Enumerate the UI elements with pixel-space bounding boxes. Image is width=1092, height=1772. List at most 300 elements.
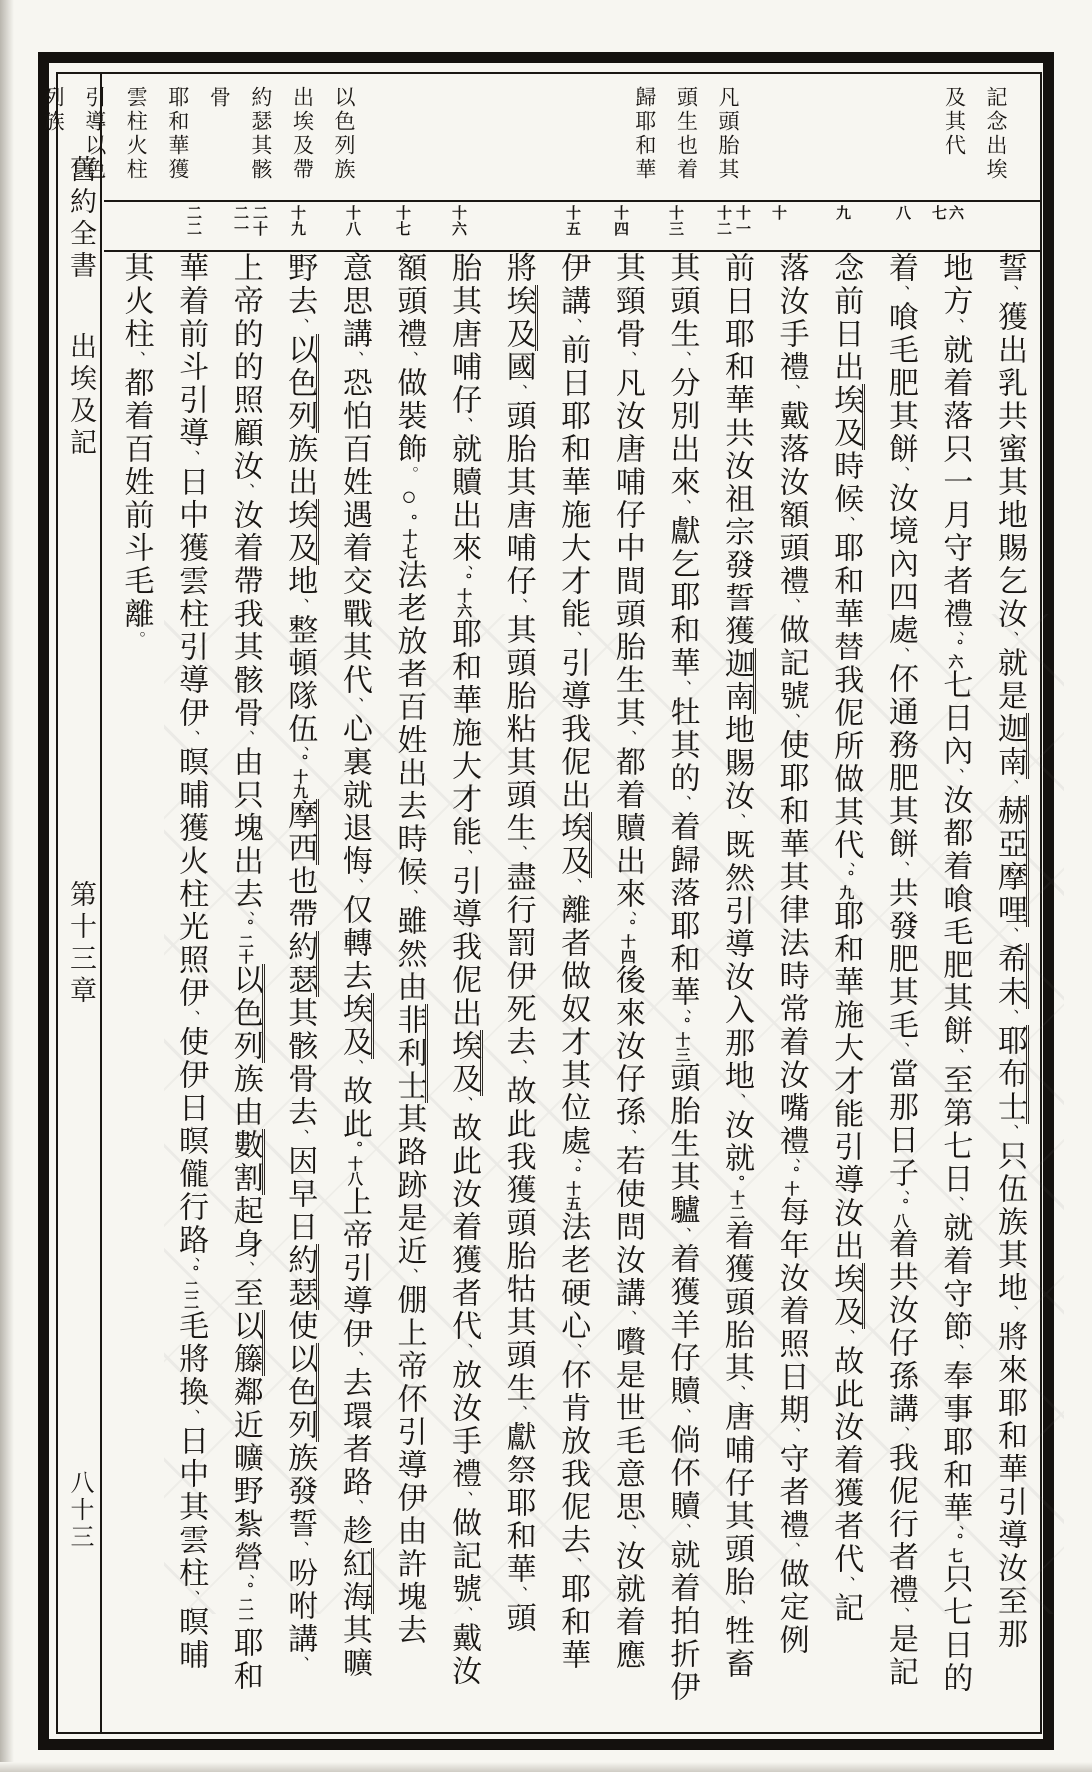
proper-noun: 埃及	[829, 384, 865, 450]
punctuation: 、	[564, 318, 582, 334]
punctuation: 、	[946, 318, 964, 334]
punctuation: 、	[891, 647, 909, 663]
scan-edge-artifact	[0, 1762, 1092, 1772]
text-run: 做定例	[774, 1558, 808, 1657]
inline-verse-marker: 。二十	[236, 919, 253, 964]
punctuation: 、	[564, 1343, 582, 1359]
text-run: 上帝的的照顧汝	[228, 252, 262, 483]
verse-number: 十三	[667, 205, 683, 237]
punctuation: 、	[509, 598, 527, 614]
text-run: 毛將換	[174, 1310, 208, 1409]
summary-note-column: 記念出埃	[984, 86, 1008, 182]
text-run: 牡其的	[665, 696, 699, 795]
verse-number: 十	[770, 205, 786, 221]
punctuation: 、	[455, 1343, 473, 1359]
text-column	[392, 252, 426, 1730]
punctuation: 、	[837, 516, 855, 532]
scan-edge-artifact	[0, 0, 14, 1772]
inline-verse-marker: 。七	[946, 1533, 963, 1563]
punctuation: 、	[182, 1409, 200, 1425]
punctuation: 、	[728, 1385, 746, 1401]
proper-noun: 赫亞摩哩	[993, 795, 1029, 927]
text-run: 獻乞耶和華	[665, 515, 699, 680]
text-run: 也帶	[283, 865, 317, 931]
verse-number-band	[104, 202, 1040, 248]
punctuation: 、	[182, 1590, 200, 1606]
text-run: 是記	[883, 1623, 917, 1689]
verse-number: 二一	[232, 205, 248, 237]
text-run: 只伍族其地	[993, 1140, 1026, 1305]
text-run: 着歸落耶和華	[665, 811, 699, 1009]
text-run: 上帝引導伊	[337, 1186, 371, 1351]
text-run: 族由	[228, 1063, 262, 1129]
text-run: 因早日	[283, 1145, 317, 1244]
proper-noun: 希未	[993, 943, 1029, 1009]
punctuation: 、	[455, 417, 473, 433]
punctuation: 、	[182, 1010, 200, 1026]
text-run: 共發肥其毛	[883, 877, 917, 1042]
text-run: 耶和華施大才能引導汝出	[829, 900, 863, 1263]
text-run: 分別出來	[665, 367, 699, 499]
punctuation: 、	[564, 1158, 582, 1166]
punctuation: 、	[455, 1491, 473, 1507]
punctuation: 、	[345, 878, 363, 894]
page-content	[41, 74, 1040, 1732]
punctuation: 、	[618, 730, 636, 746]
inline-verse-marker: 。八	[891, 1198, 908, 1228]
inline-verse-marker: 。十八	[345, 1141, 362, 1186]
text-run: 前日耶和華施大才能	[556, 334, 590, 631]
punctuation: 、	[509, 1059, 527, 1075]
margin-summary-notes	[41, 74, 1040, 200]
summary-note-column: 出埃及帶	[290, 86, 315, 182]
inline-verse-marker: 。六	[946, 639, 963, 669]
summary-note-column: 頭生也着	[674, 86, 699, 182]
punctuation: 、	[891, 466, 909, 482]
punctuation: 、	[291, 1129, 309, 1145]
text-run: 頭胎其唐哺仔	[501, 400, 535, 598]
punctuation: 、	[236, 730, 254, 746]
summary-note-column: 歸耶和華	[632, 86, 657, 182]
punctuation: 、	[345, 1499, 363, 1515]
punctuation: 、	[1001, 1009, 1018, 1025]
punctuation: 、	[1001, 927, 1018, 943]
inline-verse-marker: 。十	[782, 1166, 799, 1196]
text-run: 獲出乳共蜜其地賜乞汝	[993, 301, 1026, 631]
text-run: 汝都着喰毛肥其餅	[938, 784, 972, 1048]
punctuation: 、	[837, 1576, 855, 1592]
text-run: 由只塊出去	[228, 746, 262, 911]
punctuation: 、	[455, 1606, 473, 1622]
text-run: 其骸骨去	[283, 997, 317, 1129]
book-title: 舊約全書	[66, 155, 96, 283]
summary-note-column: 骨	[207, 86, 232, 110]
text-run: 着獲頭胎其	[720, 1220, 754, 1385]
text-run: 時候	[829, 450, 863, 516]
punctuation: 、	[782, 713, 800, 729]
punctuation: 、	[1001, 779, 1018, 795]
summary-note-column: 耶和華獲	[165, 86, 190, 182]
text-run: 耶和	[228, 1627, 262, 1693]
text-run: 日中獲雲柱引導伊	[174, 466, 208, 730]
text-run: 伓肯放我伲去	[556, 1359, 590, 1557]
verse-number: 八	[894, 205, 910, 221]
text-run: 恐怕百姓遇着交戰其代	[337, 367, 371, 697]
punctuation: 、	[891, 1426, 909, 1442]
punctuation: 、	[400, 889, 418, 905]
punctuation: 、	[673, 795, 691, 811]
text-column	[228, 252, 262, 1730]
text-run: 放汝手禮	[447, 1359, 481, 1491]
verse-number: 九	[834, 205, 850, 221]
punctuation: 、	[782, 384, 800, 400]
text-run: 法老硬心	[556, 1211, 590, 1343]
text-column	[719, 252, 753, 1730]
punctuation: 、	[891, 285, 909, 301]
summary-note-column: 雲柱火柱	[124, 86, 149, 182]
punctuation: 、	[127, 351, 145, 367]
text-run: 念前日出	[829, 252, 863, 384]
punctuation: 、	[564, 878, 582, 894]
punctuation: 、	[182, 450, 200, 466]
text-column	[774, 252, 808, 1730]
punctuation: 、	[509, 1586, 527, 1602]
punctuation: 、	[618, 351, 636, 367]
text-run: 汝着帶我其骸骨	[228, 499, 262, 730]
text-run: 盡行罰伊死去	[501, 861, 535, 1059]
text-run: 倘伓贖	[665, 1424, 699, 1523]
verse-number: 十四	[612, 205, 628, 237]
punctuation: 、	[946, 1048, 964, 1064]
inline-verse-marker: 。十三	[673, 1017, 690, 1062]
text-run: 吩咐講	[283, 1557, 317, 1656]
text-run: 心裏就退悔	[337, 713, 371, 878]
text-run: 故此汝着獲者代	[447, 1112, 481, 1343]
text-run: 伊講	[556, 252, 590, 318]
punctuation: 、	[182, 1257, 200, 1265]
text-run: 使伊日暝儱行路	[174, 1026, 208, 1257]
text-run: 戴落汝額頭禮	[774, 400, 808, 598]
text-run: 着獲羊仔贖	[665, 1243, 699, 1408]
text-run: 凡汝唐哺仔中間頭胎生其	[610, 367, 644, 730]
punctuation: 、	[782, 1542, 800, 1558]
text-run: 日中其雲柱	[174, 1425, 208, 1590]
text-run: 國	[501, 351, 535, 384]
punctuation: 、	[182, 730, 200, 746]
inline-verse-marker: 。十七	[400, 514, 417, 559]
text-run: 每年汝着照日期	[774, 1196, 808, 1427]
proper-noun: 數割	[229, 1129, 265, 1195]
inline-verse-marker: 。十五	[564, 1166, 581, 1211]
text-run: 法老放者百姓出去時候	[392, 559, 426, 889]
scripture-text	[104, 252, 1040, 1730]
text-column	[501, 252, 535, 1730]
text-run: 當那日子	[883, 1058, 917, 1190]
verse-number: 十七	[394, 205, 410, 237]
text-run: 地方	[938, 252, 972, 318]
text-run: 其火柱	[119, 252, 153, 351]
punctuation: 、	[891, 861, 909, 877]
text-run: 都着贖出來	[610, 746, 644, 911]
text-run: 我伲行者禮	[883, 1442, 917, 1607]
punctuation: 、	[673, 1009, 691, 1017]
text-column	[992, 252, 1026, 1730]
punctuation: 、	[782, 1427, 800, 1443]
text-run: 獻祭耶和華	[501, 1421, 535, 1586]
punctuation: 、	[291, 318, 309, 334]
text-column	[556, 252, 590, 1730]
punctuation: 、	[673, 1227, 691, 1243]
punctuation: 、	[400, 351, 418, 367]
punctuation: 、	[618, 1524, 636, 1540]
text-run: 將來耶和華引導汝至那	[993, 1321, 1026, 1651]
punctuation: 、	[837, 862, 855, 870]
summary-note-column: 及其代	[942, 86, 967, 158]
punctuation: 、	[946, 1525, 964, 1533]
inline-verse-marker: 。二一	[236, 1582, 253, 1627]
text-run: 前日耶和華共汝祖宗發誓獲	[720, 252, 754, 648]
punctuation: 、	[891, 1607, 909, 1623]
proper-noun: 埃及	[502, 285, 538, 351]
punctuation: 、	[728, 1093, 746, 1109]
text-run: 伓通務肥其餅	[883, 663, 917, 861]
punctuation: 、	[455, 1096, 473, 1112]
proper-noun: 迦南	[720, 648, 756, 714]
inline-verse-marker: 。十二	[728, 1175, 745, 1220]
text-column	[610, 252, 644, 1730]
text-column	[446, 252, 480, 1730]
punctuation: 、	[673, 1523, 691, 1539]
punctuation: 、	[782, 1158, 800, 1166]
text-run: 做裝飾	[392, 367, 426, 466]
punctuation: 、	[673, 351, 691, 367]
text-run: 意思講	[337, 252, 371, 351]
text-run: 引導我伲出	[447, 865, 481, 1030]
text-run: 嚽是世毛意思	[610, 1326, 644, 1524]
text-run: 就着守節	[938, 1212, 972, 1344]
text-column	[119, 252, 153, 1730]
text-run: 其頸骨	[610, 252, 644, 351]
text-run: 落汝手禮	[774, 252, 808, 384]
text-run: 引導我伲出	[556, 647, 590, 812]
punctuation: 、	[291, 1541, 309, 1557]
verse-number: 二十	[251, 205, 267, 237]
proper-noun: 耶布士	[993, 1025, 1029, 1124]
proper-noun: 埃及	[283, 499, 319, 565]
proper-noun: 紅海	[338, 1548, 374, 1614]
punctuation: 、	[509, 845, 527, 861]
punctuation: 、	[673, 680, 691, 696]
page-number: 八十三	[66, 1470, 92, 1551]
inline-verse-marker: 。十四	[618, 919, 635, 964]
text-run: 奉事耶和華	[938, 1360, 972, 1525]
punctuation: 、	[291, 1656, 309, 1672]
text-run: 後來汝仔孫	[610, 964, 644, 1129]
text-run: 做記號	[774, 614, 808, 713]
verse-number: 二二	[185, 205, 201, 237]
text-run: 牲畜	[720, 1615, 754, 1681]
text-run: 就着落只一月守者禮	[938, 334, 972, 631]
text-run: 離者做奴才其位處	[556, 894, 590, 1158]
text-run: 守者禮	[774, 1443, 808, 1542]
punctuation: 、	[564, 631, 582, 647]
text-run: 只七日的	[938, 1563, 972, 1695]
text-run: 做記號	[447, 1507, 481, 1606]
punctuation: 、	[509, 384, 527, 400]
text-run: 將	[501, 252, 535, 285]
text-run: 故此我獲頭胎牯其頭生	[501, 1075, 535, 1405]
punctuation: 、	[345, 697, 363, 713]
punctuation: 、	[673, 1408, 691, 1424]
punctuation: 、	[1001, 1305, 1018, 1321]
summary-note-column: 凡頭胎其	[716, 86, 740, 182]
punctuation: 、	[728, 813, 746, 829]
text-run: 就贖出來	[447, 433, 481, 565]
text-run: 七日內	[938, 669, 972, 768]
punctuation: 、	[837, 1329, 855, 1345]
proper-noun: 約瑟	[283, 931, 319, 997]
text-run: 族出	[283, 433, 317, 499]
text-run: 使耶和華其律法時常着汝嘴禮	[774, 729, 808, 1158]
text-run: 其頭生	[665, 252, 699, 351]
inline-verse-marker: 。九	[837, 870, 854, 900]
title-strip	[58, 74, 102, 1732]
verse-number: 十一	[734, 205, 750, 237]
text-run: 使	[283, 1310, 317, 1343]
punctuation: 、	[291, 746, 309, 754]
text-run: 額頭禮	[392, 252, 426, 351]
summary-note	[28, 86, 360, 198]
summary-note-column: 約瑟其骸	[248, 86, 273, 182]
text-run: 戴汝	[447, 1622, 481, 1688]
section-circle: ○	[394, 482, 424, 514]
text-run: 暝晡獲火柱光照伊	[174, 746, 208, 1010]
text-run: 倗上帝伓引導伊由許塊去	[392, 1284, 426, 1647]
text-run: 誓	[993, 252, 1026, 285]
text-run: 耶和華替我伲所做其代	[829, 532, 863, 862]
punctuation: 、	[673, 499, 691, 515]
summary-note-column: 列族	[41, 86, 66, 134]
punctuation: 、	[345, 1351, 363, 1367]
text-run: 野去	[283, 252, 317, 318]
verse-number: 十九	[289, 205, 305, 237]
punctuation: 、	[236, 911, 254, 919]
inline-verse-marker: 。十九	[291, 754, 308, 799]
proper-noun: 以籐	[229, 1310, 265, 1376]
text-run: 喰毛肥其餅	[883, 301, 917, 466]
section-title: 出埃及記	[66, 332, 96, 460]
punctuation: 、	[891, 1042, 909, 1058]
summary-note	[929, 86, 1012, 198]
punctuation: 、	[564, 1557, 582, 1573]
text-run: 耶和華施大才能	[447, 618, 481, 849]
text-run: 趁	[337, 1515, 371, 1548]
text-run: 至第七日	[938, 1064, 972, 1196]
chapter-title: 第十三章	[66, 880, 96, 1008]
text-run: 族發誓	[283, 1442, 317, 1541]
punctuation: 、	[455, 565, 473, 573]
punctuation: 、	[400, 1268, 418, 1284]
verse-number: 十八	[344, 205, 360, 237]
proper-noun: 以色列	[229, 964, 265, 1063]
punctuation: 、	[345, 1059, 363, 1075]
text-run: 雖然由	[392, 905, 426, 1004]
proper-noun: 摩西	[283, 799, 319, 865]
text-run: 至	[228, 1277, 262, 1310]
punctuation: 、	[782, 598, 800, 614]
text-run: 起身	[228, 1195, 262, 1261]
text-run: 仅轉去	[337, 894, 371, 993]
text-run: 汝境內四處	[883, 482, 917, 647]
text-run: 去環者路	[337, 1367, 371, 1499]
text-run: 地	[283, 565, 317, 598]
text-run: 都着百姓前斗毛離	[119, 367, 153, 631]
proper-noun: 約瑟	[283, 1244, 319, 1310]
text-run: 華着前斗引導	[174, 252, 208, 450]
proper-noun: 埃及	[338, 993, 374, 1059]
punctuation: 、	[618, 911, 636, 919]
punctuation: 、	[1001, 1124, 1018, 1140]
text-column	[283, 252, 317, 1730]
punctuation: 、	[946, 1344, 964, 1360]
punctuation: 、	[1001, 285, 1018, 301]
punctuation: 、	[291, 598, 309, 614]
punctuation: 。	[127, 631, 145, 647]
text-run: 其路跡是近	[392, 1103, 426, 1268]
text-column	[337, 252, 371, 1730]
text-column	[665, 252, 699, 1730]
text-run: 唐哺仔其頭胎	[720, 1401, 754, 1599]
verse-number: 十五	[564, 205, 580, 237]
punctuation: 、	[946, 1196, 964, 1212]
punctuation: 、	[618, 1310, 636, 1326]
proper-noun: 非利士	[392, 1004, 428, 1103]
text-run: 既然引導汝入那地	[720, 829, 754, 1093]
inline-verse-marker: 。十六	[455, 573, 472, 618]
text-run: 暝晡	[174, 1606, 208, 1672]
text-column	[883, 252, 917, 1730]
proper-noun: 埃及	[447, 1030, 483, 1096]
text-run: 就是	[993, 647, 1026, 713]
punctuation: 、	[345, 351, 363, 367]
summary-note	[619, 86, 744, 198]
text-column	[174, 252, 208, 1730]
verse-number: 六	[947, 205, 963, 221]
text-run: 頭	[501, 1602, 535, 1635]
punctuation: 、	[455, 849, 473, 865]
punctuation: 、	[618, 1129, 636, 1145]
text-run: 鄰近曠野紮營	[228, 1376, 262, 1574]
punctuation: 、	[728, 1599, 746, 1615]
verse-number: 十二	[715, 205, 731, 237]
text-run: 記	[829, 1592, 863, 1625]
summary-note-column: 以色列族	[332, 86, 356, 182]
punctuation: 、	[1001, 631, 1018, 647]
text-run: 胎其唐哺仔	[447, 252, 481, 417]
text-run: 整頓隊伍	[283, 614, 317, 746]
text-run: 故此	[337, 1075, 371, 1141]
text-run: 頭胎生其驢	[665, 1062, 699, 1227]
punctuation: 、	[946, 768, 964, 784]
text-run: 汝就着應	[610, 1540, 644, 1672]
inline-verse-marker: 。二二	[182, 1265, 199, 1310]
punctuation: 、	[946, 631, 964, 639]
text-run: 其曠	[337, 1614, 371, 1680]
punctuation: 、	[236, 483, 254, 499]
proper-noun: 迦南	[993, 713, 1029, 779]
punctuation: 、	[236, 1261, 254, 1277]
text-run: 就着拍折伊	[665, 1539, 699, 1704]
